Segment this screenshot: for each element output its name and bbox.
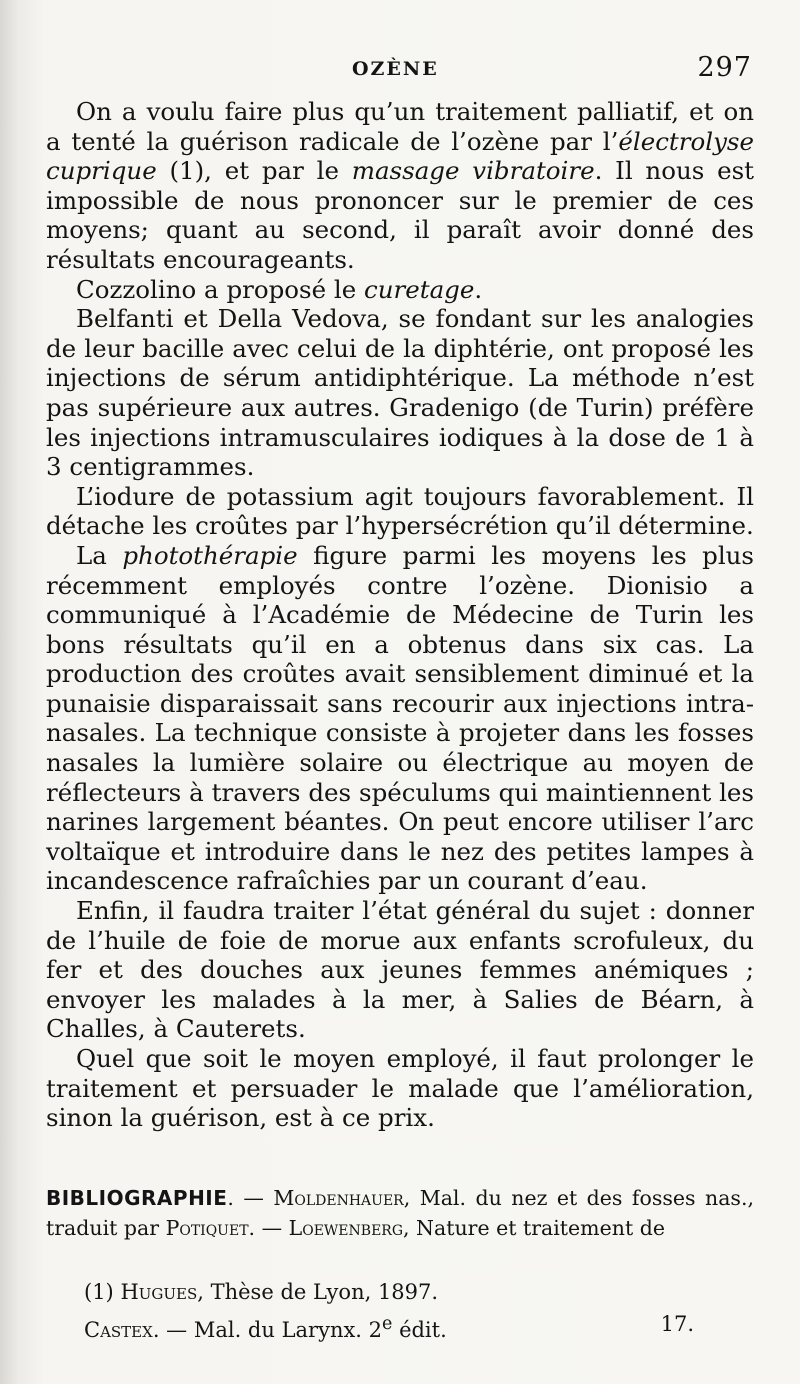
text-run: (1), et par le (156, 156, 352, 186)
signature-edition: édit. (392, 1318, 447, 1342)
signature-number: 17. (660, 1312, 694, 1336)
text-run: Quel que soit le moyen employé, il faut prolonger le traitement et persuader le malade que l’amélioration, sinon la guérison, est à ce prix. (46, 1044, 754, 1133)
italic-term: électrolyse cuprique (46, 126, 754, 186)
page-number: 297 (697, 52, 752, 83)
footnotes (84, 1276, 714, 1340)
bibliography-translator: Potiquet (165, 1216, 249, 1240)
bibliography (46, 1183, 754, 1243)
bibliography-heading: BIBLIOGRAPHIE (46, 1186, 228, 1210)
signature-text: . — Mal. du Larynx. 2 (152, 1318, 383, 1342)
paragraph (46, 275, 754, 305)
italic-term: photothérapie (122, 540, 298, 570)
footnote-marker: (1) (84, 1280, 114, 1304)
paragraph (46, 97, 754, 275)
text-run: La (76, 540, 123, 570)
text-run: figure parmi les moyens les plus récemment employés contre l’ozène. Dionisio a communiqué à l’Académie de Médecine de Turin les bons résultats qu’il en a obtenus dans six cas. La production des croûtes avait sensiblement diminué et la punaisie disparaissait sans recourir aux injections intra-nasales. La technique consiste à projeter dans les fosses nasales la lumière solaire ou électrique au moyen de réflecteurs à travers des spéculums qui maintiennent les narines largement béantes. On peut encore utiliser l’arc voltaïque et introduire dans le nez des petites lampes à incandescence rafraîchies par un courant d’eau. (46, 540, 755, 896)
signature-superscript: e (382, 1314, 393, 1334)
paragraph (46, 1044, 754, 1133)
paragraph (46, 304, 754, 482)
bibliography-work-2: , Nature et traitement de (403, 1216, 665, 1240)
paragraph (46, 896, 754, 1044)
bibliography-author-2: Loewenberg (288, 1216, 404, 1240)
body-text (46, 97, 754, 1133)
text-run: . (474, 274, 483, 304)
bibliography-work-1: , Mal. du nez et des fosses nas., traduit par (46, 1186, 754, 1240)
text-run: . Il nous est impossible de nous prononcer sur le premier de ces moyens; quant au second, il paraît avoir donné des résultats encourageants. (46, 156, 754, 274)
italic-term: massage vibratoire (351, 156, 595, 186)
footnote-author: Hugues (120, 1280, 198, 1304)
italic-term: curetage (364, 274, 475, 304)
text-run: Belfanti et Della Vedova, se fondant sur les analogies de leur bacille avec celui de la diphtérie, ont proposé les injections de sérum antidiphtérique. La méthode n’est pas supérieure aux autres. Gradenigo (de Turin) préfère les injections intramusculaires iodiques à la dose de 1 à 3 centigrammes. (46, 304, 754, 482)
text-run: On a voulu faire plus qu’un traitement palliatif, et on a tenté la guérison radicale de l’ozène par l’ (46, 97, 754, 156)
text-run: L’iodure de potassium agit toujours favorablement. Il détache les croûtes par l’hypersécrétion qu’il détermine. (46, 481, 754, 541)
text-run: Cozzolino a proposé le (76, 274, 365, 304)
running-title: OZÈNE (352, 58, 439, 80)
footnote-1 (84, 1276, 714, 1308)
bibliography-separator-2: . — (248, 1216, 289, 1240)
paragraph (46, 541, 754, 896)
running-header (0, 52, 800, 88)
paragraph (46, 482, 754, 541)
text-run: Enfin, il faudra traiter l’état général du sujet : donner de l’huile de foie de morue aux enfants scrofuleux, du fer et des douches aux jeunes femmes anémiques ; envoyer les malades à la mer, à Salies de Béarn, à Challes, à Cauterets. (46, 896, 754, 1044)
bibliography-separator: . — (227, 1186, 274, 1210)
printer-signature (84, 1308, 714, 1340)
signature-author: Castex (84, 1318, 153, 1342)
bibliography-author-1: Moldenhauer (273, 1186, 404, 1210)
footnote-text: , Thèse de Lyon, 1897. (197, 1280, 439, 1304)
